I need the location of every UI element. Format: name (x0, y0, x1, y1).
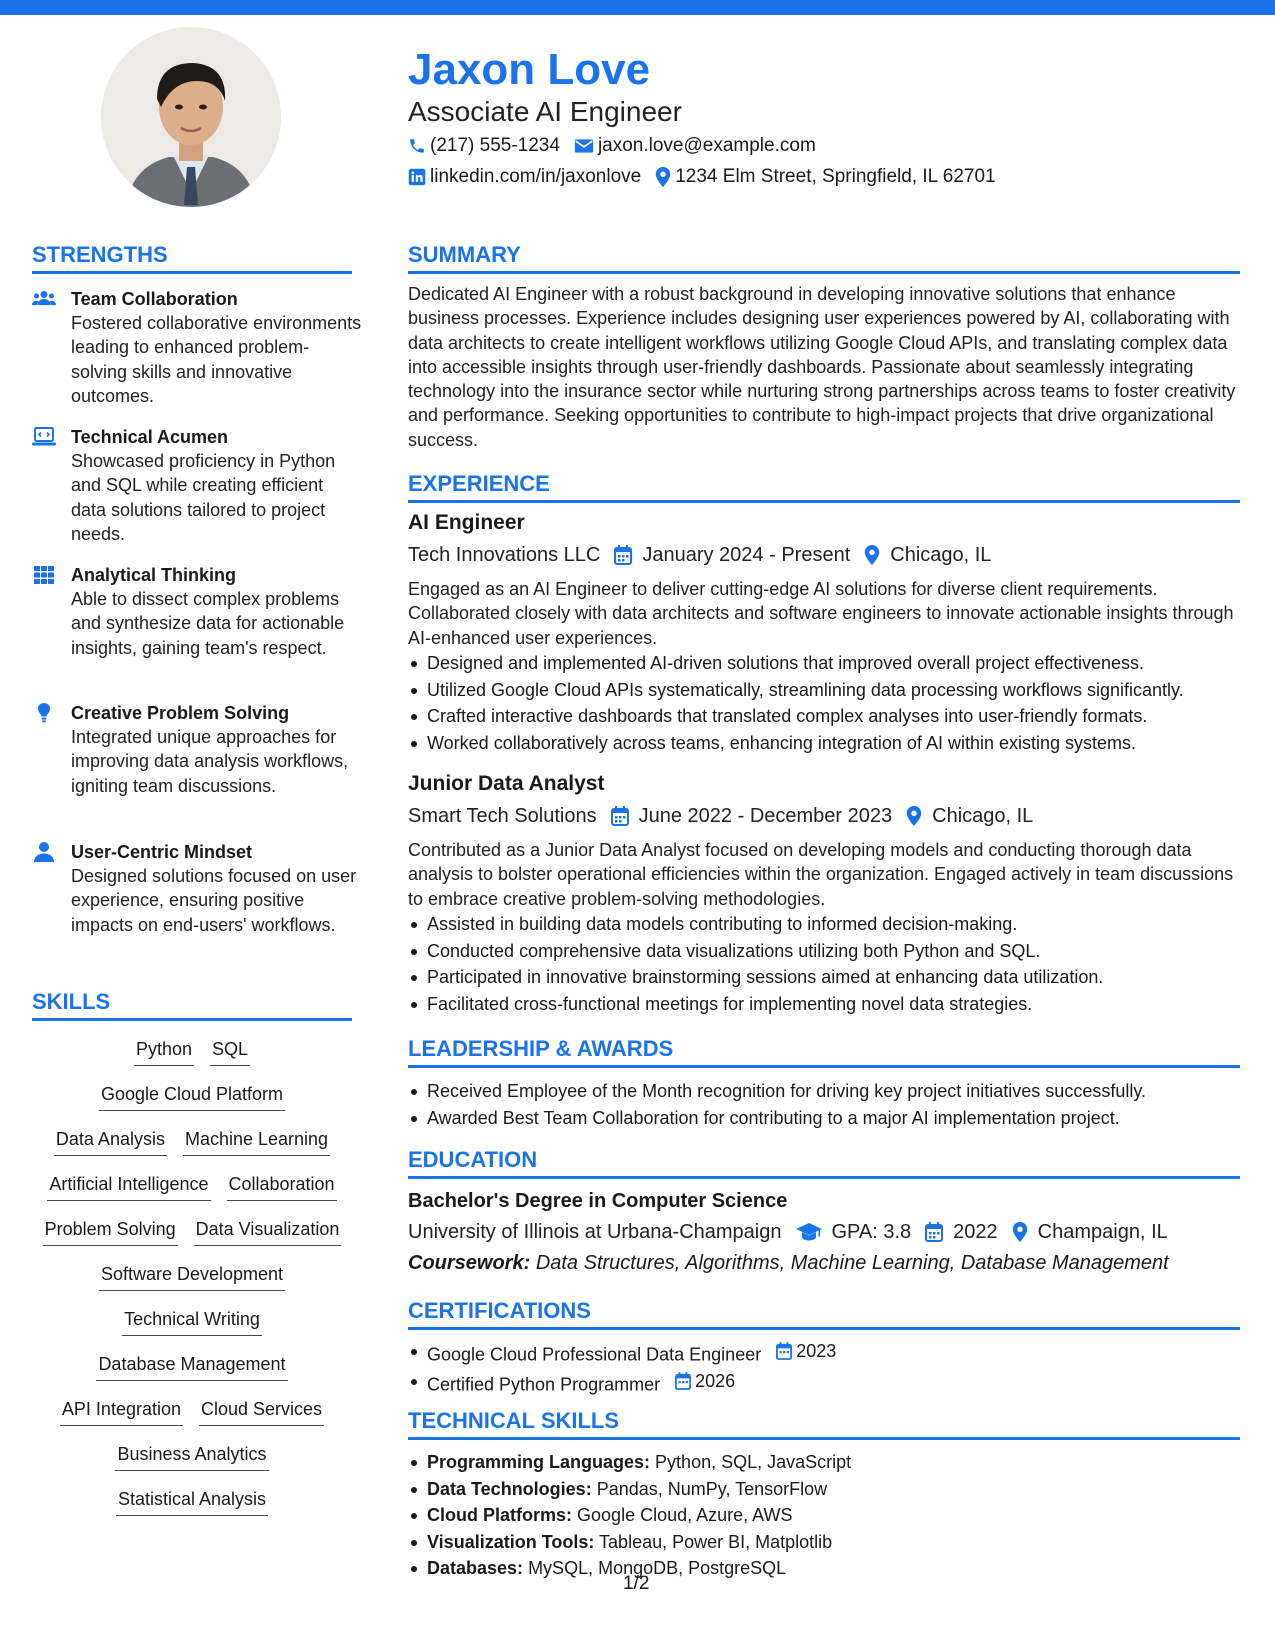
top-accent-bar (0, 0, 1275, 15)
tech-skill-value: MySQL, MongoDB, PostgreSQL (528, 1558, 787, 1578)
degree-title: Bachelor's Degree in Computer Science (408, 1190, 788, 1212)
list-item: Received Employee of the Month recognition for driving key project initiatives successfully. (408, 1078, 1258, 1105)
list-item: Facilitated cross-functional meetings for implementing novel data strategies. (408, 991, 1258, 1018)
job-company: Tech Innovations LLC (408, 544, 601, 566)
skill-tag: Collaboration (227, 1171, 337, 1201)
tech-skill-label: Visualization Tools: (427, 1531, 595, 1552)
job-dates: January 2024 - Present (642, 544, 851, 566)
education-meta (408, 1218, 1168, 1246)
laptop-code-icon (32, 427, 56, 447)
skill-tag: API Integration (60, 1396, 183, 1426)
skill-tag: Problem Solving (43, 1216, 178, 1246)
certification-name: Google Cloud Professional Data Engineer (427, 1344, 762, 1365)
certifications-heading: CERTIFICATIONS (408, 1297, 1240, 1330)
certifications-list (408, 1338, 1258, 1398)
user-icon (32, 842, 56, 862)
tech-skill-value: Pandas, NumPy, TensorFlow (596, 1478, 828, 1499)
list-item (408, 1502, 1258, 1529)
strength-desc: Able to dissect complex problems and synthesize data for actionable insights, gaining team's respect. (71, 589, 345, 658)
profile-photo (101, 27, 281, 207)
list-item: Crafted interactive dashboards that translated complex analyses into user-friendly formats. (408, 703, 1258, 730)
skills-row (32, 1081, 352, 1111)
skill-tag: Data Visualization (194, 1216, 342, 1246)
skill-tag: Business Analytics (115, 1441, 268, 1471)
strength-desc: Integrated unique approaches for improving data analysis workflows, igniting team discussions. (71, 727, 349, 796)
skills-row (32, 1216, 352, 1246)
strength-title: Creative Problem Solving (71, 703, 290, 723)
school-name: University of Illinois at Urbana-Champaign (408, 1221, 782, 1243)
contact-row-1 (408, 133, 830, 159)
list-item: Utilized Google Cloud APIs systematically, streamlining data processing workflows significantly. (408, 677, 1258, 704)
skill-tag: Machine Learning (183, 1126, 330, 1156)
strength-item (32, 425, 362, 546)
skill-tag: Technical Writing (122, 1306, 262, 1336)
calendar-icon (925, 1222, 943, 1242)
tech-skill-value: Tableau, Power BI, Matplotlib (599, 1531, 833, 1552)
job-meta (408, 541, 991, 569)
strength-desc: Fostered collaborative environments leading to enhanced problem-solving skills and innovative outcomes. (71, 313, 362, 406)
technical-skills-list (408, 1449, 1258, 1582)
strength-title: Technical Acumen (71, 427, 229, 447)
calendar-icon (776, 1342, 792, 1360)
skill-tag: Software Development (99, 1261, 285, 1291)
strength-item (32, 701, 362, 798)
skill-tag: Python (134, 1036, 194, 1066)
job-location: Chicago, IL (890, 544, 992, 566)
candidate-name: Jaxon Love (408, 45, 651, 94)
list-item: Awarded Best Team Collaboration for contributing to a major AI implementation project. (408, 1105, 1258, 1132)
list-item (408, 1476, 1258, 1503)
strength-item (32, 287, 362, 408)
job-title: AI Engineer (408, 511, 525, 534)
certification-item (408, 1338, 1258, 1368)
skills-row (32, 1261, 352, 1291)
certification-year: 2026 (695, 1370, 736, 1391)
strength-item (32, 563, 362, 660)
summary-text: Dedicated AI Engineer with a robust background in developing innovative solutions that enhance business processes. Experience includes designing user experiences powered by AI, collaborating with data architects to create intelligent workflows utilizing Google Cloud APIs, and translating complex data into accessible insights through user-friendly dashboards. Passionate about seamlessly integrating technology into the insurance sector while nurturing strong partnerships across teams to foster creativity and performance. Seeking opportunities to contribute to high-impact projects that drive organizational success. (408, 284, 1236, 450)
strength-title: Analytical Thinking (71, 565, 237, 585)
phone-contact[interactable] (408, 133, 560, 159)
strength-desc: Showcased proficiency in Python and SQL while creating efficient data solutions tailored to project needs. (71, 451, 336, 544)
skills-row (32, 1396, 352, 1426)
linkedin-text: linkedin.com/in/jaxonlove (430, 166, 642, 187)
tech-skill-label: Data Technologies: (427, 1478, 592, 1499)
school-location: Champaign, IL (1037, 1221, 1168, 1243)
list-item (408, 1555, 1258, 1582)
strength-desc: Designed solutions focused on user experience, ensuring positive impacts on end-users' workflows. (71, 866, 357, 935)
list-item: Assisted in building data models contributing to informed decision-making. (408, 911, 1258, 938)
tech-skill-value: Google Cloud, Azure, AWS (577, 1505, 793, 1525)
strengths-heading: STRENGTHS (32, 241, 352, 274)
list-item: Participated in innovative brainstorming sessions aimed at enhancing data utilization. (408, 964, 1258, 991)
strength-title: Team Collaboration (71, 289, 238, 309)
job-bullets (408, 650, 1258, 756)
list-item: Designed and implemented AI-driven solutions that improved overall project effectiveness. (408, 650, 1258, 677)
envelope-icon (574, 138, 594, 154)
leadership-heading: LEADERSHIP & AWARDS (408, 1035, 1240, 1068)
lightbulb-icon (32, 703, 56, 723)
skill-tag: Cloud Services (199, 1396, 324, 1426)
strength-item (32, 840, 362, 937)
skills-heading: SKILLS (32, 988, 352, 1021)
calendar-icon (675, 1372, 691, 1390)
skills-row (32, 1306, 352, 1336)
technical-skills-heading: TECHNICAL SKILLS (408, 1407, 1240, 1440)
job-location: Chicago, IL (932, 805, 1034, 827)
coursework-list: Data Structures, Algorithms, Machine Learning, Database Management (535, 1252, 1169, 1274)
skills-row (32, 1486, 352, 1516)
users-icon (32, 289, 56, 309)
address-text: 1234 Elm Street, Springfield, IL 62701 (675, 166, 996, 187)
page-number: 1/2 (623, 1573, 650, 1594)
email-text: jaxon.love@example.com (597, 135, 816, 156)
job-dates: June 2022 - December 2023 (638, 805, 893, 827)
skills-row (32, 1351, 352, 1381)
calendar-icon (611, 806, 629, 826)
job-meta (408, 802, 1033, 830)
linkedin-icon (408, 168, 426, 186)
strength-title: User-Centric Mindset (71, 842, 253, 862)
list-item (408, 1449, 1258, 1476)
tech-skill-value: Python, SQL, JavaScript (655, 1452, 852, 1472)
map-pin-icon (864, 545, 880, 565)
job-bullets (408, 911, 1258, 1017)
job-description: Engaged as an AI Engineer to deliver cutting-edge AI solutions for diverse client requirements. Collaborated closely with data architects and software engineers to innovate actionable insights through AI-enhanced user experiences. (408, 579, 1234, 648)
skill-tag: Database Management (96, 1351, 287, 1381)
gpa: GPA: 3.8 (831, 1221, 912, 1243)
skills-row (32, 1036, 352, 1066)
job-title: Junior Data Analyst (408, 772, 605, 795)
summary-heading: SUMMARY (408, 241, 1240, 274)
graduation-year: 2022 (953, 1221, 998, 1243)
calendar-icon (614, 545, 632, 565)
certification-item (408, 1368, 1258, 1398)
linkedin-contact[interactable] (408, 164, 641, 190)
job-description: Contributed as a Junior Data Analyst focused on developing models and conducting thorough data analysis to bolster operational efficiencies within the organization. Engaged actively in team discussions to embrace creative problem-solving methodologies. (408, 840, 1234, 909)
contact-row-2 (408, 164, 1010, 190)
tech-skill-label: Programming Languages: (427, 1452, 651, 1472)
map-pin-icon (655, 167, 671, 187)
certification-name: Certified Python Programmer (427, 1374, 661, 1394)
email-contact[interactable] (574, 133, 816, 159)
coursework (408, 1249, 1169, 1277)
graduation-cap-icon (796, 1222, 822, 1242)
coursework-label: Coursework: (408, 1252, 531, 1274)
job-company: Smart Tech Solutions (408, 805, 597, 827)
skills-row (32, 1126, 352, 1156)
map-pin-icon (1012, 1222, 1028, 1242)
list-item: Conducted comprehensive data visualizations utilizing both Python and SQL. (408, 938, 1258, 965)
skill-tag: SQL (210, 1036, 250, 1066)
tech-skill-label: Cloud Platforms: (427, 1505, 573, 1525)
skills-row (32, 1171, 352, 1201)
skills-row (32, 1441, 352, 1471)
experience-heading: EXPERIENCE (408, 470, 1240, 503)
candidate-title: Associate AI Engineer (408, 96, 682, 127)
skill-tag: Google Cloud Platform (99, 1081, 285, 1111)
address-contact (655, 164, 995, 190)
leadership-list (408, 1078, 1258, 1131)
phone-text: (217) 555-1234 (430, 135, 560, 156)
education-heading: EDUCATION (408, 1146, 1240, 1179)
list-item: Worked collaboratively across teams, enhancing integration of AI within existing systems. (408, 730, 1258, 757)
skill-tag: Statistical Analysis (116, 1486, 268, 1516)
skill-tag: Artificial Intelligence (47, 1171, 210, 1201)
tech-skill-label: Databases: (427, 1558, 524, 1578)
grid-icon (32, 565, 56, 585)
list-item (408, 1529, 1258, 1556)
skill-tag: Data Analysis (54, 1126, 167, 1156)
phone-icon (408, 137, 426, 155)
map-pin-icon (906, 806, 922, 826)
certification-year: 2023 (796, 1341, 837, 1361)
